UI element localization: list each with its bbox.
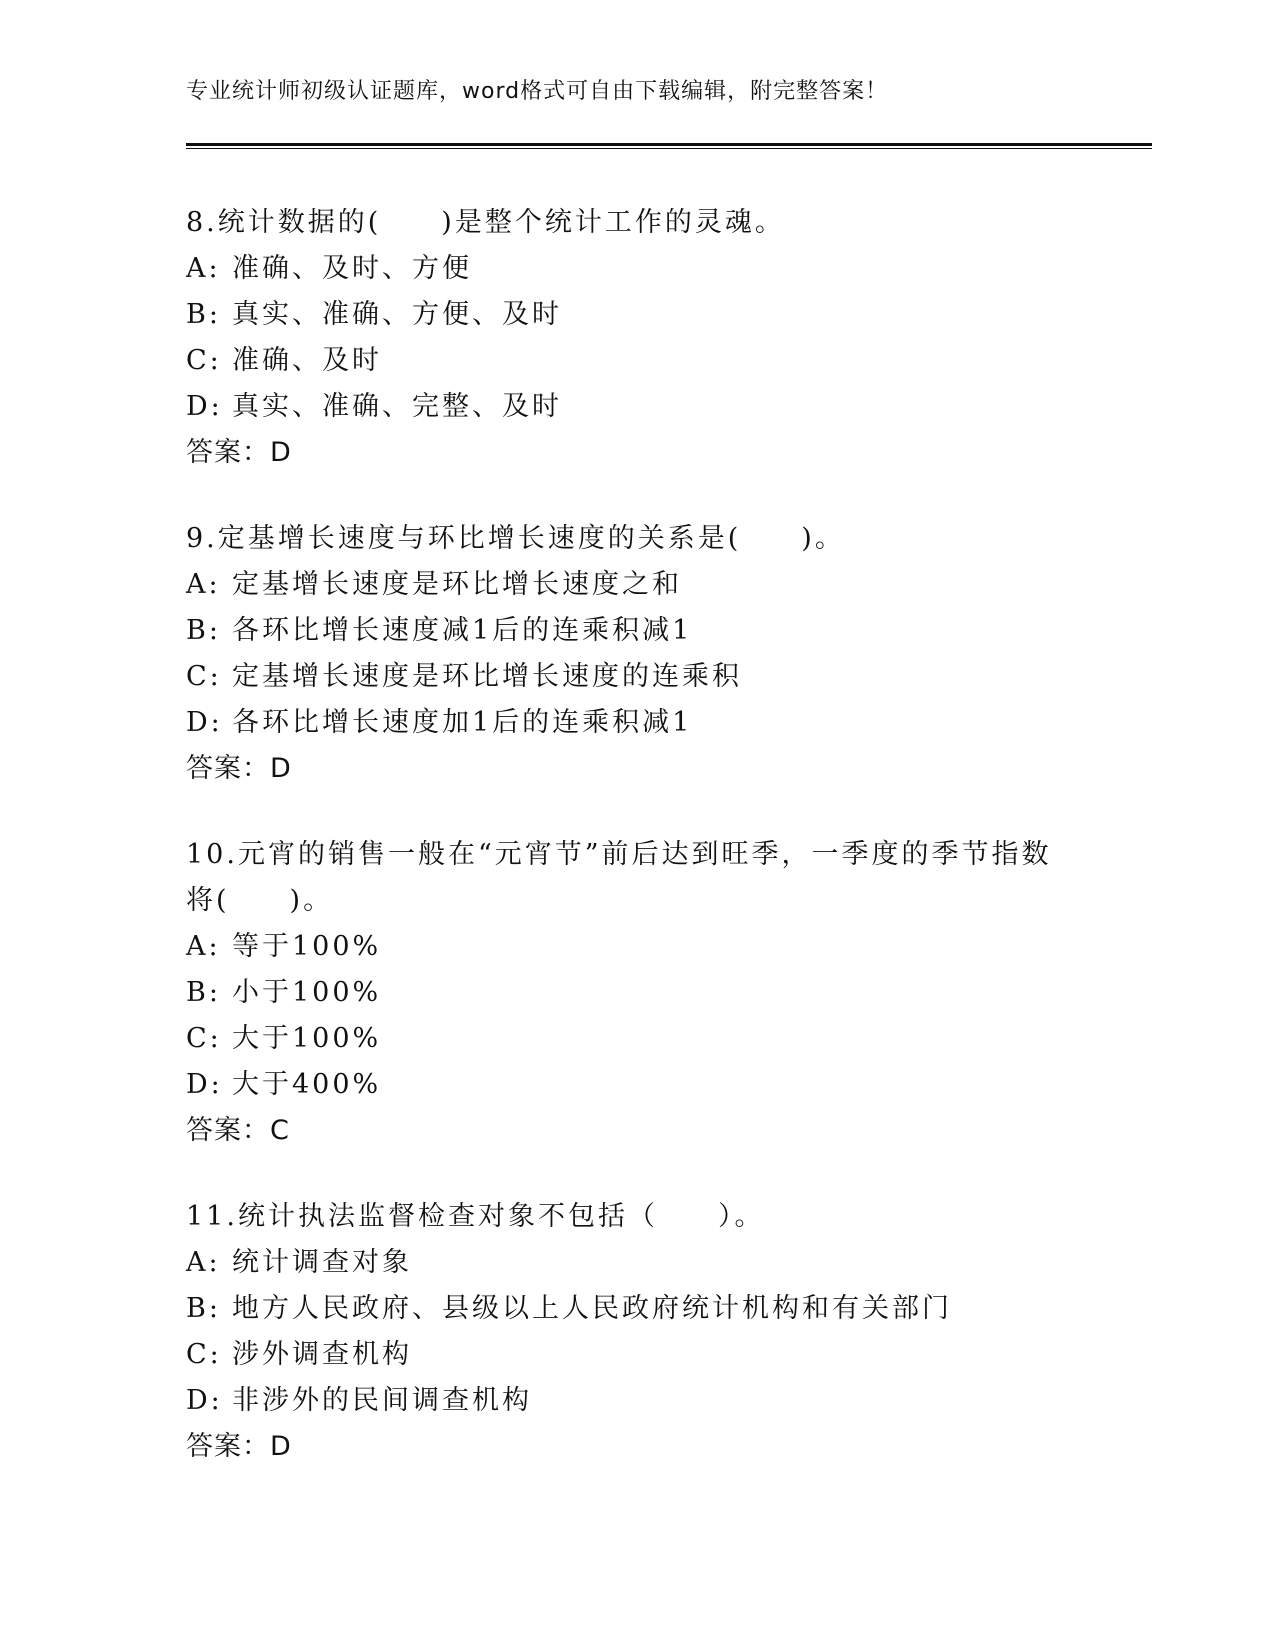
option-text: 定基增长速度是环比增长速度的连乘积 xyxy=(232,661,742,692)
option-letter: C: xyxy=(186,1023,222,1054)
option-text: 非涉外的民间调查机构 xyxy=(232,1385,532,1416)
option-letter: A: xyxy=(186,931,221,962)
option-letter: C: xyxy=(186,345,222,376)
option-text: 准确、及时、方便 xyxy=(232,253,472,284)
question-stem: 10.元宵的销售一般在“元宵节”前后达到旺季，一季度的季节指数将( )。 xyxy=(186,839,1052,916)
option-text: 定基增长速度是环比增长速度之和 xyxy=(232,569,682,600)
question-stem: 8.统计数据的( )是整个统计工作的灵魂。 xyxy=(186,207,785,238)
option-a xyxy=(186,562,1086,608)
option-c xyxy=(186,1016,1086,1062)
option-d xyxy=(186,1378,1086,1424)
option-letter: B: xyxy=(186,977,221,1008)
option-d xyxy=(186,384,1086,430)
option-letter: A: xyxy=(186,1247,221,1278)
answer-line: 答案：D xyxy=(186,753,292,784)
option-b xyxy=(186,1286,1086,1332)
option-letter: A: xyxy=(186,569,221,600)
option-c xyxy=(186,338,1086,384)
answer-line: 答案：C xyxy=(186,1115,290,1146)
option-text: 地方人民政府、县级以上人民政府统计机构和有关部门 xyxy=(232,1293,952,1324)
option-d xyxy=(186,1062,1086,1108)
question-9 xyxy=(186,516,1086,792)
option-text: 小于100% xyxy=(232,977,382,1008)
option-letter: C: xyxy=(186,1339,222,1370)
option-letter: D: xyxy=(186,707,223,738)
question-list xyxy=(186,200,1086,1510)
option-text: 各环比增长速度减1后的连乘积减1 xyxy=(232,615,693,646)
option-text: 准确、及时 xyxy=(232,345,382,376)
option-c xyxy=(186,1332,1086,1378)
option-b xyxy=(186,292,1086,338)
option-d xyxy=(186,700,1086,746)
option-text: 真实、准确、完整、及时 xyxy=(232,391,562,422)
option-text: 真实、准确、方便、及时 xyxy=(232,299,562,330)
option-text: 统计调查对象 xyxy=(232,1247,412,1278)
option-a xyxy=(186,246,1086,292)
option-text: 各环比增长速度加1后的连乘积减1 xyxy=(232,707,693,738)
question-stem: 11.统计执法监督检查对象不包括（ ）。 xyxy=(186,1201,765,1232)
option-letter: C: xyxy=(186,661,222,692)
question-11 xyxy=(186,1194,1086,1470)
page-header: 专业统计师初级认证题库，word格式可自由下载编辑，附完整答案！ xyxy=(186,79,889,104)
question-8 xyxy=(186,200,1086,476)
option-a xyxy=(186,924,1086,970)
option-letter: D: xyxy=(186,391,223,422)
answer-line: 答案：D xyxy=(186,437,292,468)
answer-line: 答案：D xyxy=(186,1431,292,1462)
question-10 xyxy=(186,832,1086,1154)
option-text: 大于400% xyxy=(232,1069,382,1100)
option-text: 等于100% xyxy=(232,931,382,962)
option-letter: D: xyxy=(186,1069,223,1100)
option-letter: B: xyxy=(186,1293,221,1324)
option-text: 涉外调查机构 xyxy=(232,1339,412,1370)
option-letter: A: xyxy=(186,253,221,284)
option-letter: B: xyxy=(186,615,221,646)
question-stem: 9.定基增长速度与环比增长速度的关系是( )。 xyxy=(186,523,845,554)
option-a xyxy=(186,1240,1086,1286)
option-letter: D: xyxy=(186,1385,223,1416)
option-c xyxy=(186,654,1086,700)
option-letter: B: xyxy=(186,299,221,330)
option-text: 大于100% xyxy=(232,1023,382,1054)
header-rule xyxy=(186,143,1152,149)
option-b xyxy=(186,608,1086,654)
option-b xyxy=(186,970,1086,1016)
